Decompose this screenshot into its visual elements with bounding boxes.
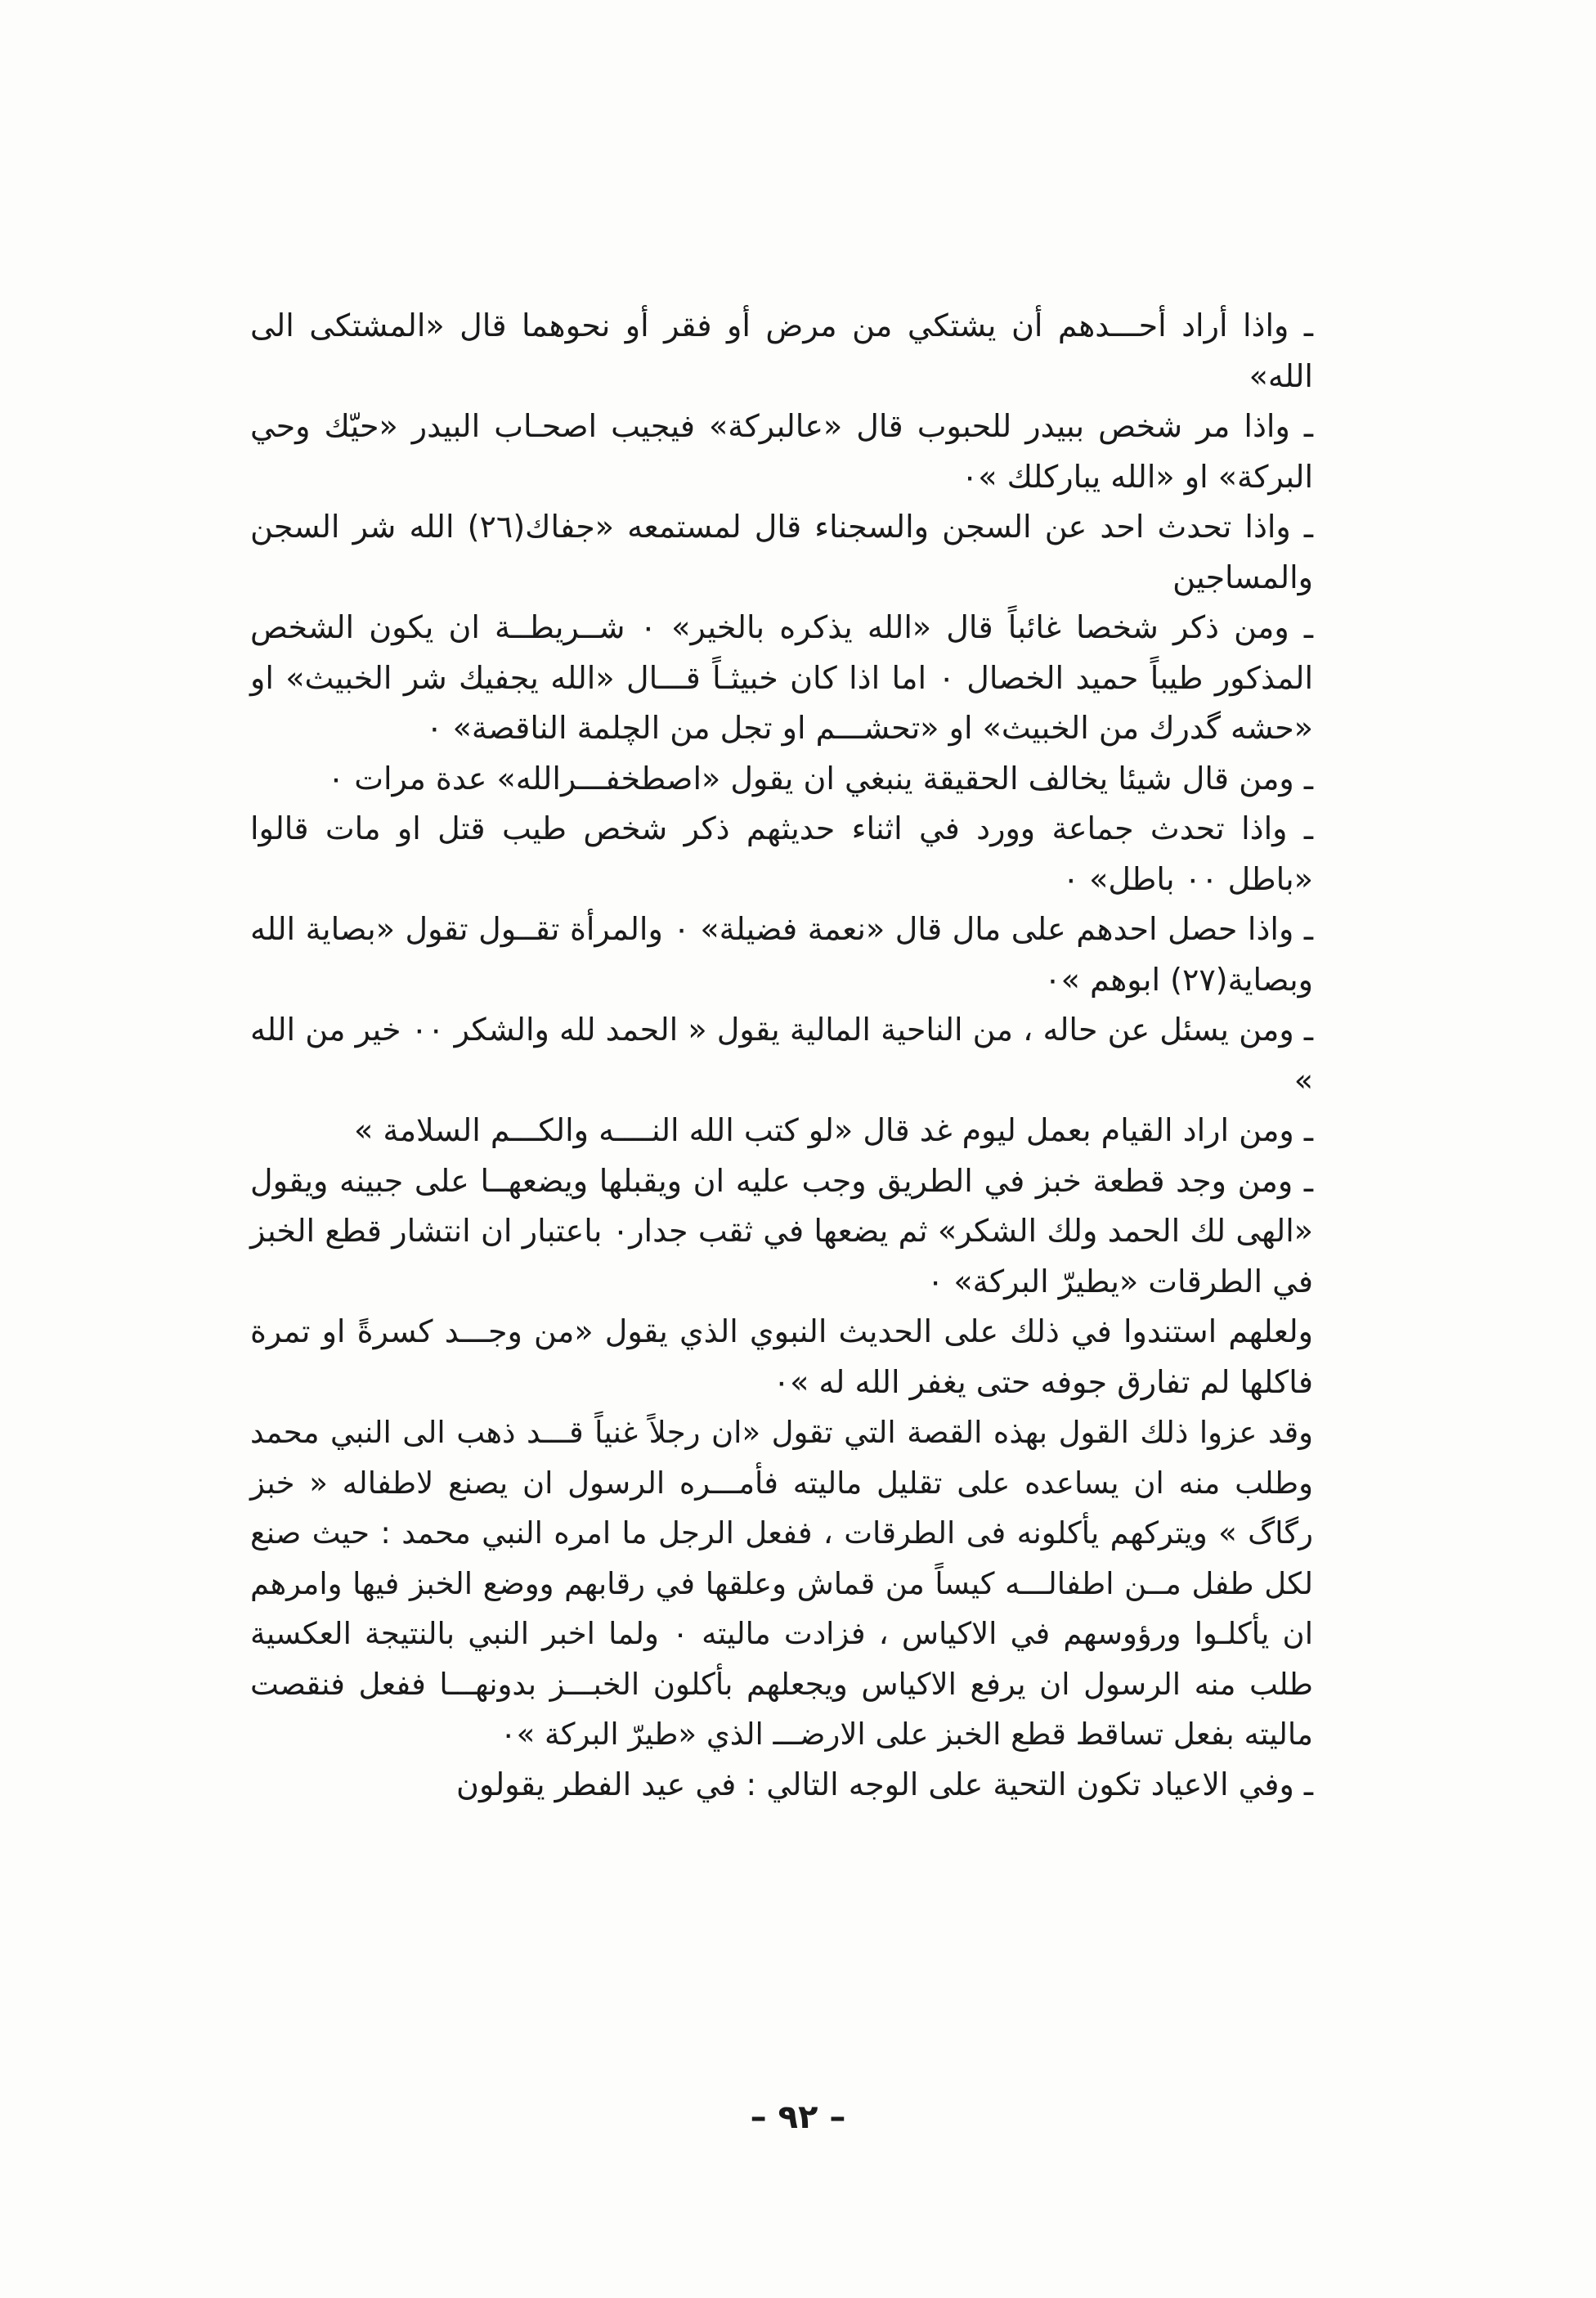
paragraph-tomorrow: ـ ومن اراد القيام بعمل ليوم غد قال «لو كتب الله النــــه والكـــم السلامة » bbox=[354, 1112, 1313, 1148]
paragraph-deceased: ـ واذا تحدث جماعة وورد في اثناء حديثهم ذكر شخص طيب قتل او مات قالوا «باطل ٠٠ باطل» ٠ bbox=[250, 810, 1313, 897]
paragraph-prison: ـ واذا تحدث احد عن السجن والسجناء قال لمستمعه «جفاك(٢٦) الله شر السجن والمساجين bbox=[250, 509, 1313, 595]
body-text bbox=[250, 301, 1313, 1810]
paragraph-complaint: ـ واذا أراد أحـــدهم أن يشتكي من مرض أو فقر أو نحوهما قال «المشتكى الى الله» bbox=[250, 307, 1313, 394]
paragraph-threshing-floor: ـ واذا مر شخص ببيدر للحبوب قال «عالبركة» فيجيب اصحـاب البيدر «حيّك وحي البركة» او «الله يباركلك »٠ bbox=[250, 408, 1313, 495]
paragraph-bread: ـ ومن وجد قطعة خبز في الطريق وجب عليه ان ويقبلها ويضعهــا على جبينه ويقول «الهى لك الحمد ولك الشكر» ثم يضعها في ثقب جدار٠ باعتبار ان انتشار قطع الخبز في الطرقات «يطيرّ البركة» ٠ bbox=[250, 1162, 1314, 1299]
paragraph-feasts: ـ وفي الاعياد تكون التحية على الوجه التالي : في عيد الفطر يقولون bbox=[456, 1766, 1313, 1802]
paragraph-untruth: ـ ومن قال شيئا يخالف الحقيقة ينبغي ان يقول «اصطخفـــرالله» عدة مرات ٠ bbox=[327, 760, 1313, 797]
paragraph-hadith: ولعلهم استندوا في ذلك على الحديث النبوي الذي يقول «من وجـــد كسرةً او تمرة فاكلها لم تفارق جوفه حتى يغفر الله له »٠ bbox=[250, 1313, 1313, 1400]
paragraph-absent-person: ـ ومن ذكر شخصا غائباً قال «الله يذكره بالخير» ٠ شــريطــة ان يكون الشخص المذكور طيباً حميد الخصال ٠ اما اذا كان خبيثـاً قـــال «الله يجفيك شر الخبيث» او «حشه گدرك من الخبيث» او «تحشـــم او تجل من الچلمة الناقصة» ٠ bbox=[250, 609, 1314, 746]
paragraph-story: وقد عزوا ذلك القول بهذه القصة التي تقول «ان رجلاً غنياً قـــد ذهب الى النبي محمد وطلب منه ان يساعده على تقليل ماليته فأمـــره الرسول ان يصنع لاطفاله « خبز رگاگ » ويتركهم يأكلونه فى الطرقات ، ففعل الرجل ما امره النبي محمد : حيث صنع لكل طفل مــن اطفالـــه كيساً من قماش وعلقها في رقابهم ووضع الخبز فيها وامرهم ان يأكلـوا ورؤوسهم في الاكياس ، فزادت ماليته ٠ ولما اخبر النبي بالنتيجة العكسية طلب منه الرسول ان يرفع الاكياس ويجعلهم بأكلون الخبـــز بدونهـــا ففعل فنقصت ماليته بفعل تساقط قطع الخبز على الارضـــ الذي «طيرّ البركة »٠ bbox=[250, 1415, 1313, 1752]
page-number: – ٩٢ – bbox=[750, 2098, 846, 2136]
paragraph-financial-state: ـ ومن يسئل عن حاله ، من الناحية المالية يقول « الحمد لله والشكر ٠٠ خير من الله » bbox=[250, 1012, 1313, 1098]
paragraph-wealth: ـ واذا حصل احدهم على مال قال «نعمة فضيلة» ٠ والمرأة تقــول تقول «بصاية الله وبصاية(٢٧) ابوهم »٠ bbox=[250, 911, 1313, 998]
